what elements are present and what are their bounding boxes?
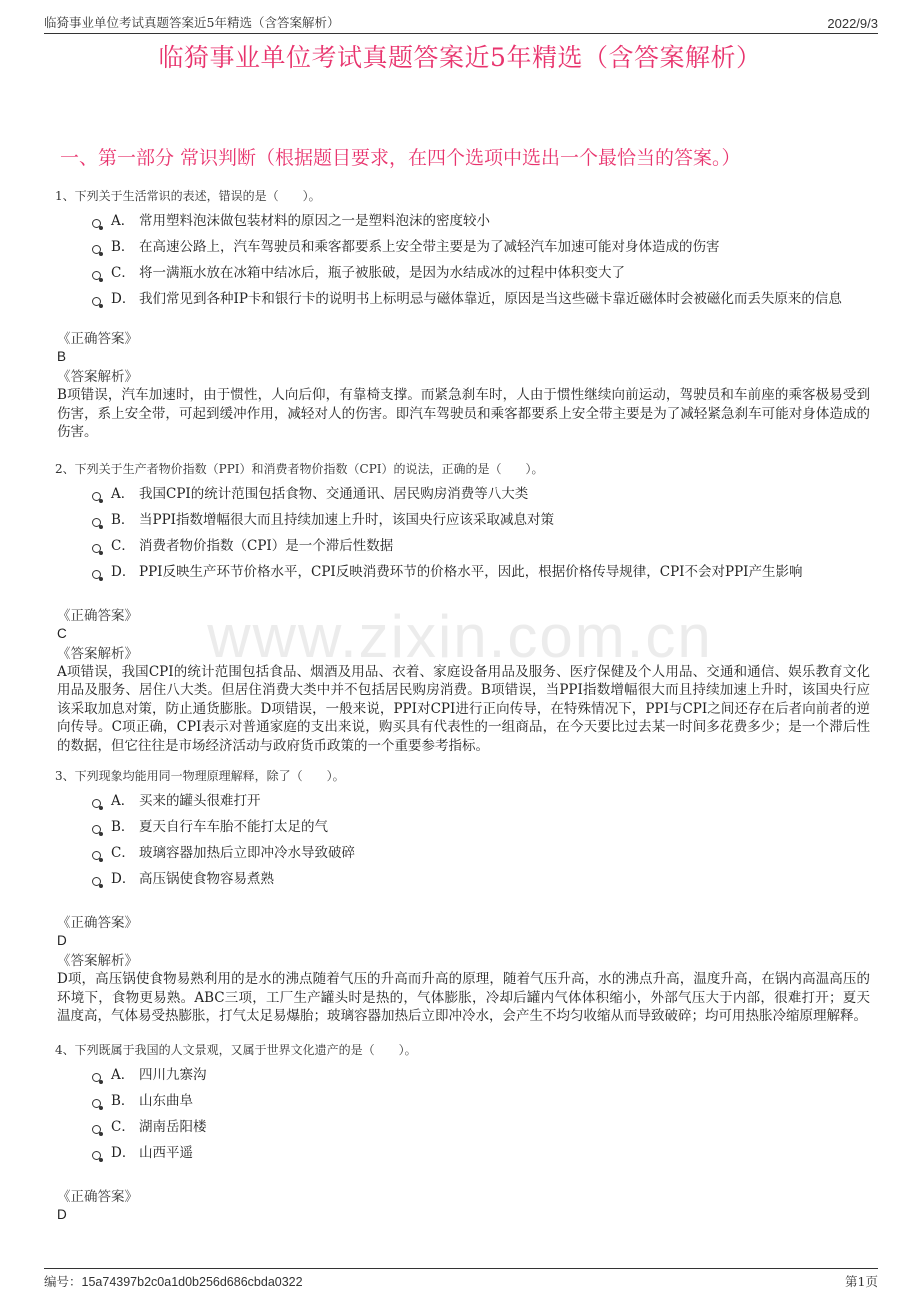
option-text: 高压锅使食物容易煮熟 (139, 871, 274, 887)
option-c[interactable] (92, 262, 870, 284)
option-letter: A． (111, 1066, 135, 1083)
watermark: www.zixin.com.cn (207, 603, 713, 670)
option-a[interactable] (92, 1064, 870, 1086)
option-list (92, 1064, 870, 1164)
radio-icon[interactable] (92, 245, 101, 254)
option-text: 四川九寨沟 (139, 1066, 207, 1083)
option-c[interactable] (92, 535, 870, 557)
answer-label: 《正确答案》 (57, 331, 138, 347)
radio-icon[interactable] (92, 1073, 101, 1082)
option-c[interactable] (92, 842, 870, 864)
answer-value: D (57, 933, 67, 948)
option-d[interactable] (92, 288, 870, 310)
radio-icon[interactable] (92, 492, 101, 501)
answer-block (57, 1188, 870, 1224)
answer-value: C (57, 625, 67, 641)
option-b[interactable] (92, 509, 870, 531)
option-text: PPI反映生产环节价格水平，CPI反映消费环节的价格水平，因此，根据价格传导规律，CPI不会对PPI产生影响 (139, 563, 803, 580)
explanation-text: B项错误，汽车加速时，由于惯性，人向后仰，有靠椅支撑。而紧急刹车时，人由于惯性继续向前运动，驾驶员和车前座的乘客极易受到伤害，系上安全带，可起到缓冲作用，减轻对人的伤害。即汽车驾驶员和乘客都要系上安全带主要是为了减轻紧急刹车可能对身体造成的伤害。 (57, 387, 870, 440)
option-text: 夏天自行车车胎不能打太足的气 (139, 819, 328, 835)
code-label: 编号： (44, 1274, 82, 1289)
option-letter: C． (111, 845, 135, 861)
option-letter: D． (111, 563, 136, 580)
option-text: 买来的罐头很难打开 (139, 793, 261, 809)
explanation-text: D项，高压锅使食物易熟利用的是水的沸点随着气压的升高而升高的原理，随着气压升高，水的沸点升高，温度升高，在锅内高温高压的环境下，食物更易熟。ABC三项，工厂生产罐头时是热的，气体膨胀，冷却后罐内气体体积缩小，外部气压大于内部，很难打开；夏天温度高，气体易受热膨胀，打气太足易爆胎；玻璃容器加热后立即冲冷水，会产生不均匀收缩从而导致破碎；均可用热胀冷缩原理解释。 (57, 971, 870, 1024)
explanation-label: 《答案解析》 (57, 369, 138, 385)
radio-icon[interactable] (92, 1099, 101, 1108)
question-stem: 1、下列关于生活常识的表述，错误的是（ ）。 (55, 189, 321, 203)
question-3 (55, 766, 870, 1026)
option-letter: B． (111, 239, 135, 255)
option-text: 将一满瓶水放在冰箱中结冰后，瓶子被胀破，是因为水结成冰的过程中体积变大了 (139, 265, 625, 281)
option-letter: D． (111, 1144, 136, 1161)
radio-icon[interactable] (92, 271, 101, 280)
document-title: 临猗事业单位考试真题答案近5年精选（含答案解析） (158, 43, 762, 72)
option-text: 我们常见到各种IP卡和银行卡的说明书上标明忌与磁体靠近，原因是当这些磁卡靠近磁体时会被磁化而丢失原来的信息 (139, 291, 842, 307)
answer-value: D (57, 1206, 67, 1222)
radio-icon[interactable] (92, 570, 101, 579)
answer-block (57, 330, 870, 442)
document-code (44, 1272, 303, 1290)
option-letter: D． (111, 871, 136, 887)
option-text: 湖南岳阳楼 (139, 1118, 207, 1135)
answer-label: 《正确答案》 (57, 1188, 138, 1205)
radio-icon[interactable] (92, 799, 101, 808)
option-c[interactable] (92, 1116, 870, 1138)
code-value: 15a74397b2c0a1d0b256d686cbda0322 (81, 1275, 303, 1289)
option-d[interactable] (92, 868, 870, 890)
radio-icon[interactable] (92, 219, 101, 228)
question-stem: 4、下列既属于我国的人文景观，又属于世界文化遗产的是（ ）。 (55, 1042, 417, 1057)
option-letter: C． (111, 265, 135, 281)
explanation-text: A项错误，我国CPI的统计范围包括食品、烟酒及用品、衣着、家庭设备用品及服务、医疗保健及个人用品、交通和通信、娱乐教育文化用品及服务、居住八大类。但居住消费大类中并不包括居民购房消费。B项错误，当PPI指数增幅很大而且持续加速上升时，该国央行应该采取加息对策，防止通货膨胀。D项错误，一般来说，PPI对CPI进行正向传导，在特殊情况下，PPI与CPI之间还存在后者向前者的逆向传导。C项正确，CPI表示对普通家庭的支出来说，购买具有代表性的一组商品，在今天要比过去某一时间多花费多少；是一个滞后性的数据，但它往往是市场经济活动与政府货币政策的一个重要参考指标。 (57, 663, 870, 754)
header-doc-title: 临猗事业单位考试真题答案近5年精选（含答案解析） (44, 15, 340, 30)
explanation-label: 《答案解析》 (57, 645, 138, 662)
answer-label: 《正确答案》 (57, 607, 138, 624)
radio-icon[interactable] (92, 518, 101, 527)
radio-icon[interactable] (92, 877, 101, 886)
option-letter: B． (111, 819, 135, 835)
header-date: 2022/9/3 (827, 16, 878, 31)
option-a[interactable] (92, 790, 870, 812)
radio-icon[interactable] (92, 851, 101, 860)
option-letter: B． (111, 1092, 135, 1109)
option-letter: C． (111, 537, 135, 554)
question-list (55, 186, 870, 1224)
option-a[interactable] (92, 210, 870, 232)
option-d[interactable] (92, 561, 870, 583)
option-letter: D． (111, 291, 136, 307)
option-d[interactable] (92, 1142, 870, 1164)
option-letter: A． (111, 213, 135, 229)
answer-block (57, 607, 870, 756)
option-text: 我国CPI的统计范围包括食物、交通通讯、居民购房消费等八大类 (139, 485, 529, 502)
radio-icon[interactable] (92, 297, 101, 306)
option-text: 山东曲阜 (139, 1092, 193, 1109)
option-a[interactable] (92, 483, 870, 505)
option-text: 当PPI指数增幅很大而且持续加速上升时，该国央行应该采取减息对策 (139, 511, 554, 528)
option-letter: C． (111, 1118, 135, 1135)
option-text: 常用塑料泡沫做包装材料的原因之一是塑料泡沫的密度较小 (139, 213, 490, 229)
option-list (92, 483, 870, 583)
explanation-label: 《答案解析》 (57, 953, 138, 969)
option-text: 消费者物价指数（CPI）是一个滞后性数据 (139, 537, 394, 554)
option-list (92, 790, 870, 890)
radio-icon[interactable] (92, 1151, 101, 1160)
option-letter: B． (111, 511, 135, 528)
radio-icon[interactable] (92, 825, 101, 834)
question-stem: 2、下列关于生产者物价指数（PPI）和消费者物价指数（CPI）的说法，正确的是（ ）。 (55, 461, 544, 476)
option-text: 玻璃容器加热后立即冲冷水导致破碎 (139, 845, 355, 861)
question-4 (55, 1040, 870, 1224)
question-stem: 3、下列现象均能用同一物理原理解释，除了（ ）。 (55, 769, 345, 783)
option-b[interactable] (92, 1090, 870, 1112)
radio-icon[interactable] (92, 544, 101, 553)
option-list (92, 210, 870, 310)
question-2 (55, 459, 870, 756)
option-letter: A． (111, 485, 135, 502)
option-letter: A． (111, 793, 135, 809)
page-number: 第1页 (845, 1274, 878, 1289)
answer-label: 《正确答案》 (57, 915, 138, 931)
option-b[interactable] (92, 816, 870, 838)
radio-icon[interactable] (92, 1125, 101, 1134)
option-text: 在高速公路上，汽车驾驶员和乘客都要系上安全带主要是为了减轻汽车加速可能对身体造成的伤害 (139, 239, 720, 255)
answer-block (57, 914, 870, 1026)
answer-value: B (57, 349, 67, 364)
page-footer (44, 1268, 878, 1290)
option-b[interactable] (92, 236, 870, 258)
section-title: 一、第一部分 常识判断（根据题目要求，在四个选项中选出一个最恰当的答案。） (60, 147, 741, 169)
question-1 (55, 186, 870, 442)
option-text: 山西平遥 (139, 1144, 193, 1161)
page-header (44, 11, 878, 34)
